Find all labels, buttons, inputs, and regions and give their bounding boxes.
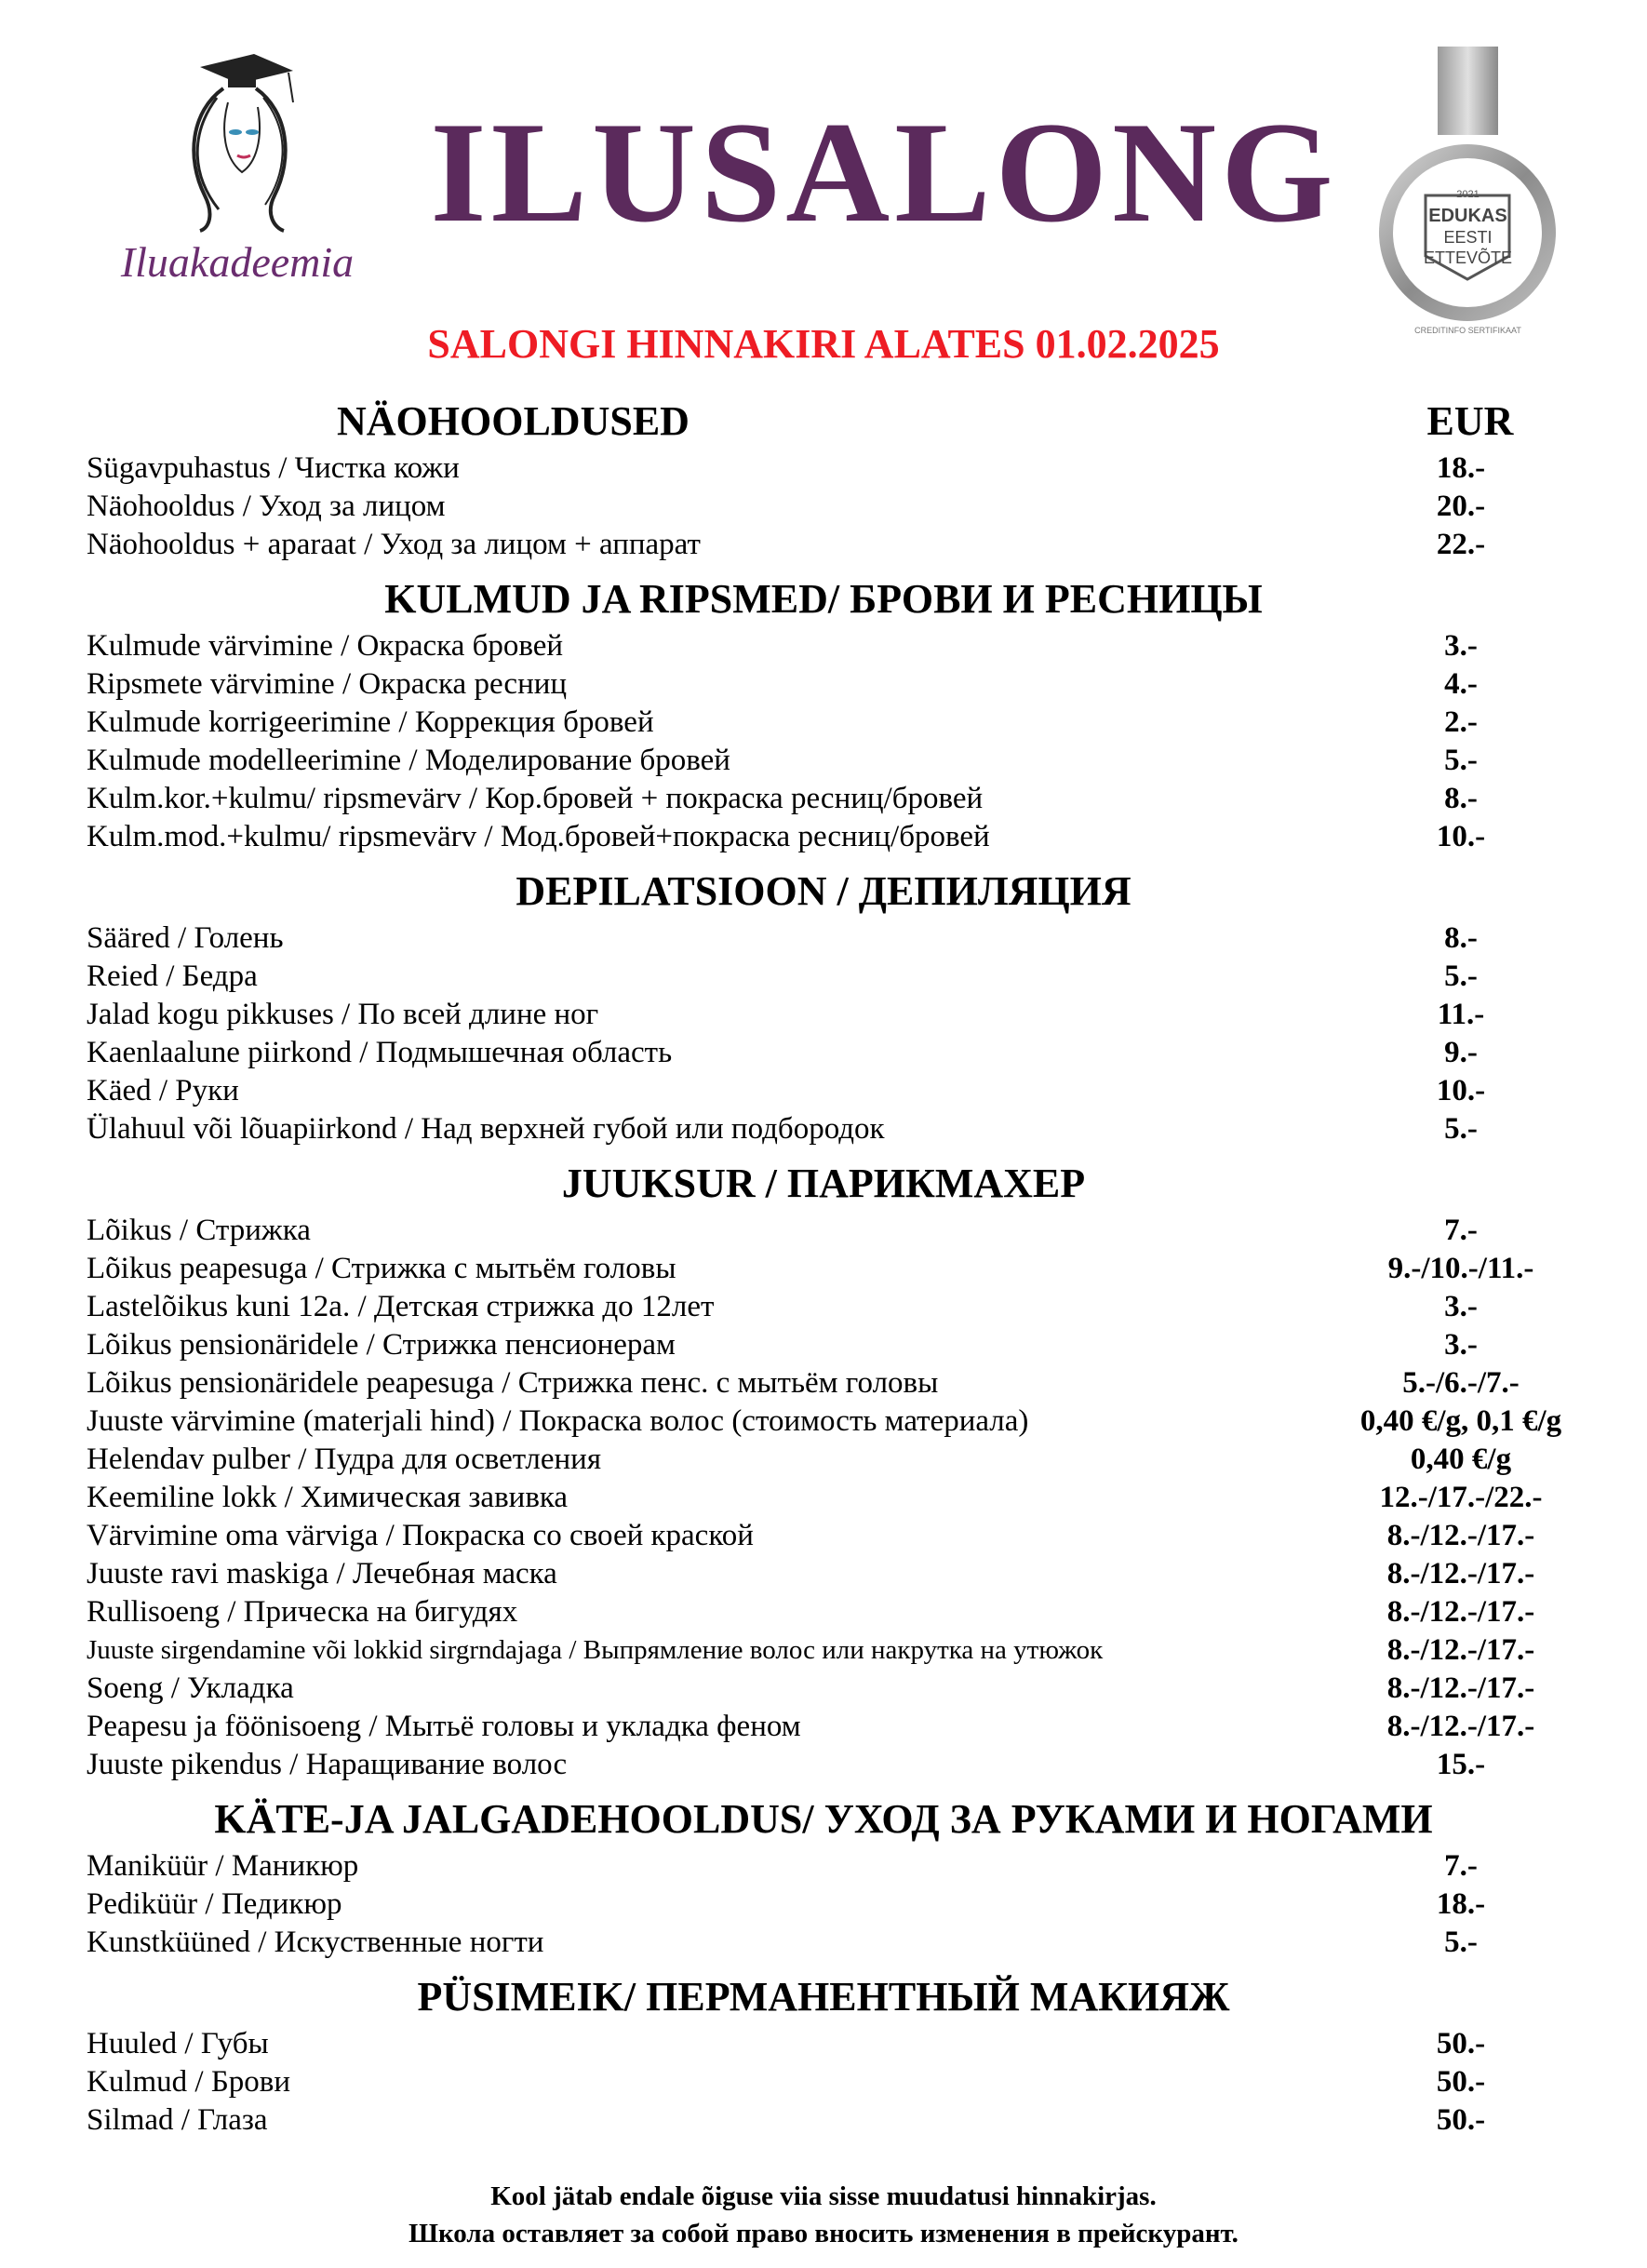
service-price: 7.- — [1444, 1214, 1478, 1247]
section-title: JUUKSUR / ПАРИКМАХЕР — [561, 1161, 1086, 1206]
price-row — [0, 488, 1647, 526]
section-spacer — [0, 1148, 1647, 1156]
service-name: Lõikus pensionäridele / Стрижка пенсионерам — [87, 1328, 676, 1362]
service-price: 4.- — [1444, 667, 1478, 701]
service-name: Sügavpuhastus / Чистка кожи — [87, 451, 460, 485]
price-row — [0, 1402, 1647, 1441]
price-row — [0, 818, 1647, 856]
section-spacer — [0, 1784, 1647, 1792]
section-spacer — [0, 856, 1647, 864]
service-price: 20.- — [1436, 490, 1486, 523]
section-heading — [0, 1969, 1647, 2025]
service-price: 50.- — [1436, 2065, 1486, 2099]
service-price: 18.- — [1436, 451, 1486, 485]
section-title: PÜSIMEIK/ ПЕРМАНЕНТНЫЙ МАКИЯЖ — [417, 1974, 1230, 2020]
service-price: 8.-/12.-/17.- — [1386, 1595, 1535, 1629]
service-name: Soeng / Укладка — [87, 1671, 294, 1705]
service-price: 5.- — [1444, 1112, 1478, 1146]
service-name: Lõikus peapesuga / Стрижка с мытьём головы — [87, 1252, 676, 1285]
service-price: 50.- — [1436, 2027, 1486, 2060]
service-name: Kulm.kor.+kulmu/ ripsmevärv / Кор.бровей + покраска ресниц/бровей — [87, 782, 984, 815]
service-price: 8.-/12.-/17.- — [1386, 1519, 1535, 1552]
service-price: 8.-/12.-/17.- — [1386, 1671, 1535, 1705]
service-price: 8.-/12.-/17.- — [1386, 1710, 1535, 1743]
price-row — [0, 996, 1647, 1034]
service-name: Rullisoeng / Прическа на бигудях — [87, 1595, 518, 1629]
section-heading — [0, 864, 1647, 919]
section-spacer — [0, 1962, 1647, 1969]
service-price: 10.- — [1436, 1074, 1486, 1107]
service-price: 3.- — [1444, 1328, 1478, 1362]
service-name: Helendav pulber / Пудра для осветления — [87, 1443, 602, 1476]
service-name: Kulm.mod.+kulmu/ ripsmevärv / Мод.бровей+покраска ресниц/бровей — [87, 820, 990, 853]
price-row — [0, 1593, 1647, 1631]
service-price: 22.- — [1436, 528, 1486, 561]
salon-title: ILUSALONG — [430, 92, 1338, 252]
service-price: 5.- — [1444, 1926, 1478, 1959]
price-row — [0, 627, 1647, 665]
service-price: 11.- — [1437, 998, 1485, 1031]
service-price: 0,40 €/g — [1410, 1443, 1512, 1476]
service-name: Lõikus / Стрижка — [87, 1214, 311, 1247]
price-row — [0, 1288, 1647, 1326]
badge-line2: EESTI — [1443, 228, 1493, 247]
service-price: 3.- — [1444, 1290, 1478, 1323]
section-title: KÄTE-JA JALGADEHOOLDUS/ УХОД ЗА РУКАМИ И НОГАМИ — [214, 1796, 1433, 1842]
service-price: 8.- — [1444, 921, 1478, 955]
service-name: Reied / Бедра — [87, 960, 258, 993]
service-name: Kunstküüned / Искуственные ногти — [87, 1926, 544, 1959]
service-price: 2.- — [1444, 705, 1478, 739]
price-row — [0, 1212, 1647, 1250]
price-row — [0, 1110, 1647, 1148]
service-name: Juuste sirgendamine või lokkid sirgrndajaga / Выпрямление волос или накрутка на утюжок — [87, 1635, 1104, 1665]
price-row — [0, 704, 1647, 742]
service-price: 5.-/6.-/7.- — [1402, 1366, 1520, 1400]
service-name: Näohooldus / Уход за лицом — [87, 490, 446, 523]
price-row — [0, 1847, 1647, 1886]
service-name: Juuste värvimine (materjali hind) / Покраска волос (стоимость материала) — [87, 1404, 1029, 1438]
service-price: 8.-/12.-/17.- — [1386, 1633, 1535, 1667]
price-row — [0, 450, 1647, 488]
price-row — [0, 919, 1647, 958]
service-name: Huuled / Губы — [87, 2027, 269, 2060]
price-row — [0, 1034, 1647, 1072]
price-row — [0, 1326, 1647, 1364]
price-list-subtitle: SALONGI HINNAKIRI ALATES 01.02.2025 — [427, 321, 1220, 367]
service-name: Sääred / Голень — [87, 921, 284, 955]
service-name: Kulmude korrigeerimine / Коррекция бровей — [87, 705, 654, 739]
section-heading — [0, 1792, 1647, 1847]
section-heading — [0, 1156, 1647, 1212]
service-price: 50.- — [1436, 2103, 1486, 2137]
price-row — [0, 1708, 1647, 1746]
service-price: 5.- — [1444, 744, 1478, 777]
service-name: Ülahuul või lõuapiirkond / Над верхней губой или подбородок — [87, 1112, 885, 1146]
service-name: Juuste pikendus / Наращивание волос — [87, 1748, 568, 1781]
iluakadeemia-logo — [79, 47, 395, 289]
currency-label: EUR — [1426, 398, 1514, 444]
service-price: 9.-/10.-/11.- — [1387, 1252, 1534, 1285]
price-row — [0, 665, 1647, 704]
footer-note-russian: Школа оставляет за собой право вносить изменения в прейскурант. — [408, 2219, 1239, 2248]
service-name: Silmad / Глаза — [87, 2103, 268, 2137]
service-name: Värvimine oma värviga / Покраска со своей краской — [87, 1519, 754, 1552]
service-price: 12.-/17.-/22.- — [1379, 1481, 1543, 1514]
price-row — [0, 1364, 1647, 1402]
service-price: 3.- — [1444, 629, 1478, 663]
service-price: 9.- — [1444, 1036, 1478, 1069]
section-spacer — [0, 2140, 1647, 2147]
service-name: Näohooldus + aparaat / Уход за лицом + аппарат — [87, 528, 701, 561]
section-heading — [0, 394, 1647, 450]
service-price: 10.- — [1436, 820, 1486, 853]
service-name: Maniküür / Маникюр — [87, 1849, 359, 1883]
service-name: Peapesu ja föönisoeng / Мытьё головы и укладка феном — [87, 1710, 801, 1743]
service-name: Jalad kogu pikkuses / По всей длине ног — [87, 998, 599, 1031]
service-name: Juuste ravi maskiga / Лечебная маска — [87, 1557, 557, 1590]
price-row — [0, 2025, 1647, 2063]
section-spacer — [0, 564, 1647, 571]
service-price: 18.- — [1436, 1887, 1486, 1921]
badge-certificate-text: CREDITINFO SERTIFIKAAT — [1414, 326, 1521, 335]
price-row — [0, 1479, 1647, 1517]
badge-line3: ETTEVÕTE — [1423, 248, 1512, 267]
service-name: Lõikus pensionäridele peapesuga / Стрижка пенс. с мытьём головы — [87, 1366, 939, 1400]
section-heading — [0, 571, 1647, 627]
service-price: 8.-/12.-/17.- — [1386, 1557, 1535, 1590]
price-row — [0, 1886, 1647, 1924]
price-row — [0, 780, 1647, 818]
price-list — [0, 394, 1647, 2147]
service-price: 0,40 €/g, 0,1 €/g — [1359, 1404, 1562, 1438]
price-row — [0, 1746, 1647, 1784]
service-name: Käed / Руки — [87, 1074, 239, 1107]
price-row — [0, 1631, 1647, 1670]
service-price: 8.- — [1444, 782, 1478, 815]
price-row — [0, 1517, 1647, 1555]
section-title: DEPILATSIOON / ДЕПИЛЯЦИЯ — [516, 868, 1131, 914]
service-name: Pediküür / Педикюр — [87, 1887, 342, 1921]
service-name: Kulmud / Брови — [87, 2065, 291, 2099]
logo-wordmark: Iluakadeemia — [120, 238, 355, 286]
badge-year: 2021 — [1456, 189, 1480, 200]
service-name: Ripsmete värvimine / Окраска ресниц — [87, 667, 568, 701]
price-row — [0, 1441, 1647, 1479]
footer-note-estonian: Kool jätab endale õiguse viia sisse muudatusi hinnakirjas. — [490, 2181, 1157, 2211]
price-row — [0, 2063, 1647, 2101]
price-row — [0, 1072, 1647, 1110]
service-name: Keemiline lokk / Химическая завивка — [87, 1481, 569, 1514]
service-name: Kulmude modelleerimine / Моделирование бровей — [87, 744, 730, 777]
service-price: 15.- — [1436, 1748, 1486, 1781]
section-title: NÄOHOOLDUSED — [337, 398, 690, 444]
service-price: 7.- — [1444, 1849, 1478, 1883]
price-row — [0, 1670, 1647, 1708]
woman-graduate-icon — [135, 47, 340, 233]
footer-note — [0, 2178, 1647, 2252]
price-row — [0, 2101, 1647, 2140]
badge-line1: EDUKAS — [1428, 206, 1507, 226]
price-row — [0, 1250, 1647, 1288]
section-title: KULMUD JA RIPSMED/ БРОВИ И РЕСНИЦЫ — [384, 576, 1263, 622]
price-row — [0, 742, 1647, 780]
service-name: Kulmude värvimine / Окраска бровей — [87, 629, 564, 663]
edukas-ettevote-badge — [1368, 47, 1568, 335]
service-price: 5.- — [1444, 960, 1478, 993]
price-row — [0, 526, 1647, 564]
price-row — [0, 958, 1647, 996]
price-row — [0, 1555, 1647, 1593]
service-name: Lastelõikus kuni 12a. / Детская стрижка до 12лет — [87, 1290, 715, 1323]
service-name: Kaenlaalune piirkond / Подмышечная область — [87, 1036, 673, 1069]
price-row — [0, 1924, 1647, 1962]
